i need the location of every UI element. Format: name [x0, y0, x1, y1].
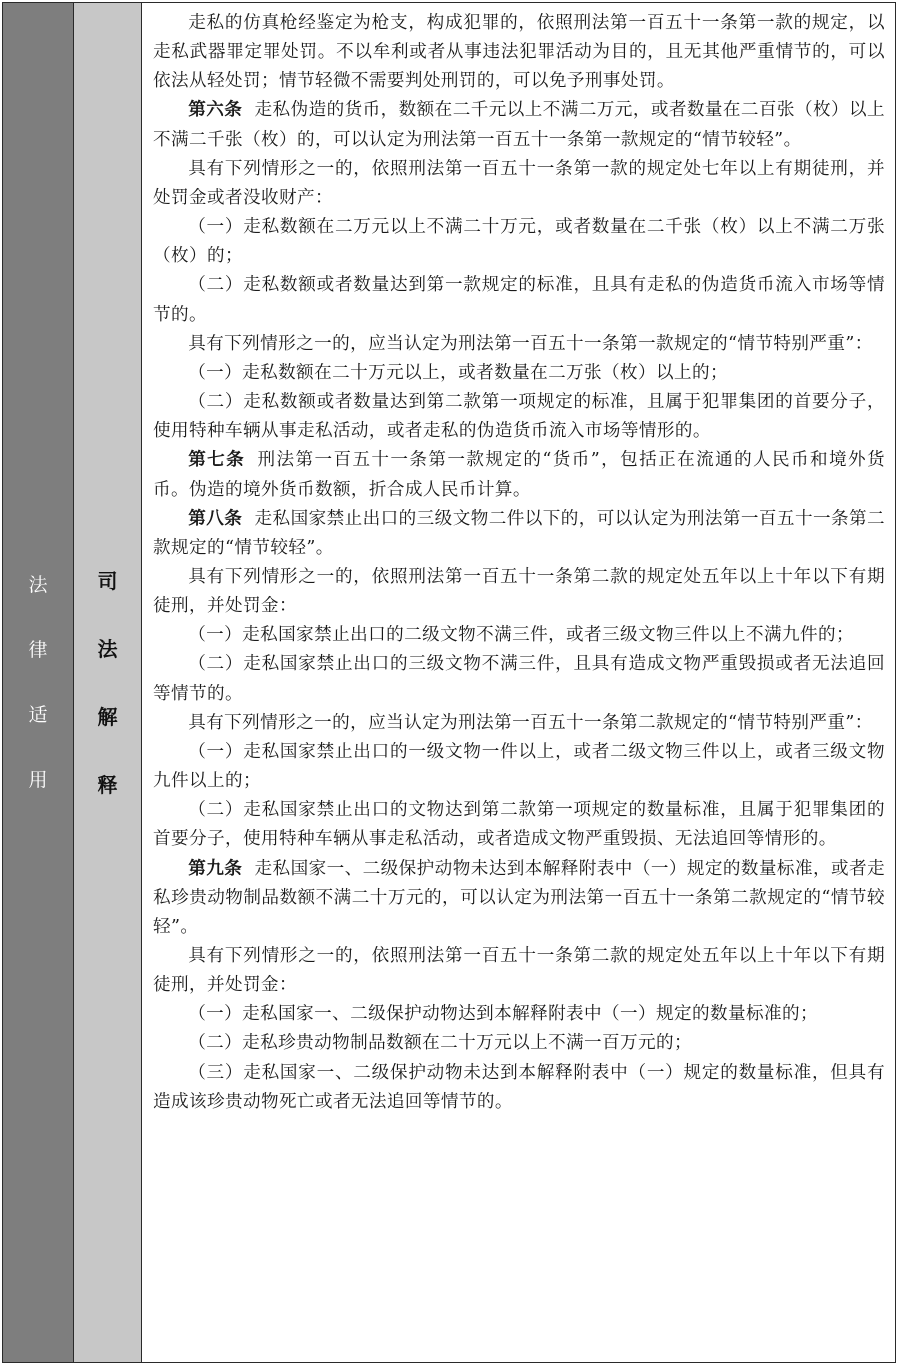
- paragraph-text: （二）走私珍贵动物制品数额在二十万元以上不满一百万元的；: [188, 1033, 693, 1054]
- paragraph-text: （二）走私数额或者数量达到第一款规定的标准，且具有走私的伪造货币流入市场等情节的。: [153, 275, 885, 325]
- paragraph: [153, 271, 885, 329]
- paragraph: [153, 942, 885, 1000]
- subcategory-char: 释: [97, 772, 118, 797]
- paragraph-text: （一）走私数额在二万元以上不满二十万元，或者数量在二千张（枚）以上不满二万张（枚）的；: [153, 217, 885, 267]
- paragraph: [153, 155, 885, 213]
- paragraph-text: 走私伪造的货币，数额在二千元以上不满二万元，或者数量在二百张（枚）以上不满二千张（枚）的，可以认定为刑法第一百五十一条第一款规定的“情节较轻”。: [153, 100, 885, 150]
- paragraph-text: 具有下列情形之一的，应当认定为刑法第一百五十一条第一款规定的“情节特别严重”：: [188, 333, 873, 354]
- paragraph: [153, 1059, 885, 1117]
- paragraph-text: 刑法第一百五十一条第一款规定的“货币”，包括正在流通的人民币和境外货币。伪造的境外货币数额，折合成人民币计算。: [153, 450, 886, 500]
- paragraph-text: 走私国家禁止出口的三级文物二件以下的，可以认定为刑法第一百五十一条第二款规定的“情节较轻”。: [153, 508, 885, 558]
- article-number: 第八条: [188, 508, 243, 529]
- interpretation-text: [142, 3, 895, 1362]
- document-frame: [2, 2, 896, 1363]
- article-number: 第九条: [188, 858, 243, 879]
- paragraph: [153, 1029, 885, 1058]
- paragraph-text: （一）走私国家一、二级保护动物达到本解释附表中（一）规定的数量标准的；: [188, 1004, 818, 1025]
- category-label: [28, 553, 47, 813]
- article-number: 第六条: [188, 100, 243, 121]
- paragraph: [153, 709, 885, 738]
- paragraph-text: 具有下列情形之一的，依照刑法第一百五十一条第二款的规定处五年以上十年以下有期徒刑，并处罚金：: [153, 946, 885, 996]
- paragraph: [153, 446, 885, 504]
- paragraph: [153, 9, 885, 96]
- paragraph: [153, 621, 885, 650]
- paragraph: [153, 563, 885, 621]
- subcategory-label: [98, 547, 118, 819]
- paragraph-text: （二）走私数额或者数量达到第二款第一项规定的标准，且属于犯罪集团的首要分子，使用特种车辆从事走私活动，或者走私的伪造货币流入市场等情形的。: [153, 392, 885, 442]
- paragraph: [153, 330, 885, 359]
- category-char: 用: [28, 768, 48, 791]
- paragraph: [153, 650, 885, 708]
- paragraph-text: （一）走私国家禁止出口的二级文物不满三件，或者三级文物三件以上不满九件的；: [188, 625, 854, 646]
- paragraph: [153, 96, 885, 154]
- category-column: [3, 3, 74, 1362]
- subcategory-column: [74, 3, 142, 1362]
- paragraph: [153, 1000, 885, 1029]
- subcategory-char: 法: [97, 636, 118, 661]
- paragraph-text: （三）走私国家一、二级保护动物未达到本解释附表中（一）规定的数量标准，但具有造成该珍贵动物死亡或者无法追回等情节的。: [153, 1062, 885, 1112]
- paragraph-text: 走私国家一、二级保护动物未达到本解释附表中（一）规定的数量标准，或者走私珍贵动物制品数额不满二十万元的，可以认定为刑法第一百五十一条第二款规定的“情节较轻”。: [153, 858, 885, 937]
- category-char: 律: [28, 638, 48, 661]
- paragraph: [153, 388, 885, 446]
- paragraph-text: （二）走私国家禁止出口的文物达到第二款第一项规定的数量标准，且属于犯罪集团的首要分子，使用特种车辆从事走私活动，或者造成文物严重毁损、无法追回等情形的。: [153, 800, 885, 850]
- subcategory-char: 解: [97, 704, 118, 729]
- paragraph-text: （一）走私数额在二十万元以上，或者数量在二万张（枚）以上的；: [188, 362, 729, 383]
- paragraph: [153, 796, 885, 854]
- paragraph-text: 具有下列情形之一的，应当认定为刑法第一百五十一条第二款规定的“情节特别严重”：: [188, 712, 873, 733]
- paragraph-text: 具有下列情形之一的，依照刑法第一百五十一条第二款的规定处五年以上十年以下有期徒刑，并处罚金：: [153, 566, 885, 617]
- category-char: 适: [28, 703, 48, 726]
- paragraph-text: 具有下列情形之一的，依照刑法第一百五十一条第一款的规定处七年以上有期徒刑，并处罚金或者没收财产：: [153, 158, 885, 208]
- article-number: 第七条: [188, 450, 246, 471]
- paragraph: [153, 505, 885, 563]
- paragraph-text: 走私的仿真枪经鉴定为枪支，构成犯罪的，依照刑法第一百五十一条第一款的规定，以走私武器罪定罪处罚。不以牟利或者从事违法犯罪活动为目的，且无其他严重情节的，可以依法从轻处罚；情节轻微不需要判处刑罚的，可以免予刑事处罚。: [153, 13, 885, 92]
- paragraph-text: （二）走私国家禁止出口的三级文物不满三件，且具有造成文物严重毁损或者无法追回等情节的。: [153, 654, 885, 704]
- paragraph: [153, 213, 885, 271]
- category-char: 法: [28, 573, 48, 596]
- subcategory-char: 司: [97, 568, 118, 593]
- paragraph: [153, 359, 885, 388]
- paragraph-text: （一）走私国家禁止出口的一级文物一件以上，或者二级文物三件以上，或者三级文物九件以上的；: [153, 741, 885, 792]
- paragraph: [153, 855, 885, 942]
- paragraph: [153, 738, 885, 796]
